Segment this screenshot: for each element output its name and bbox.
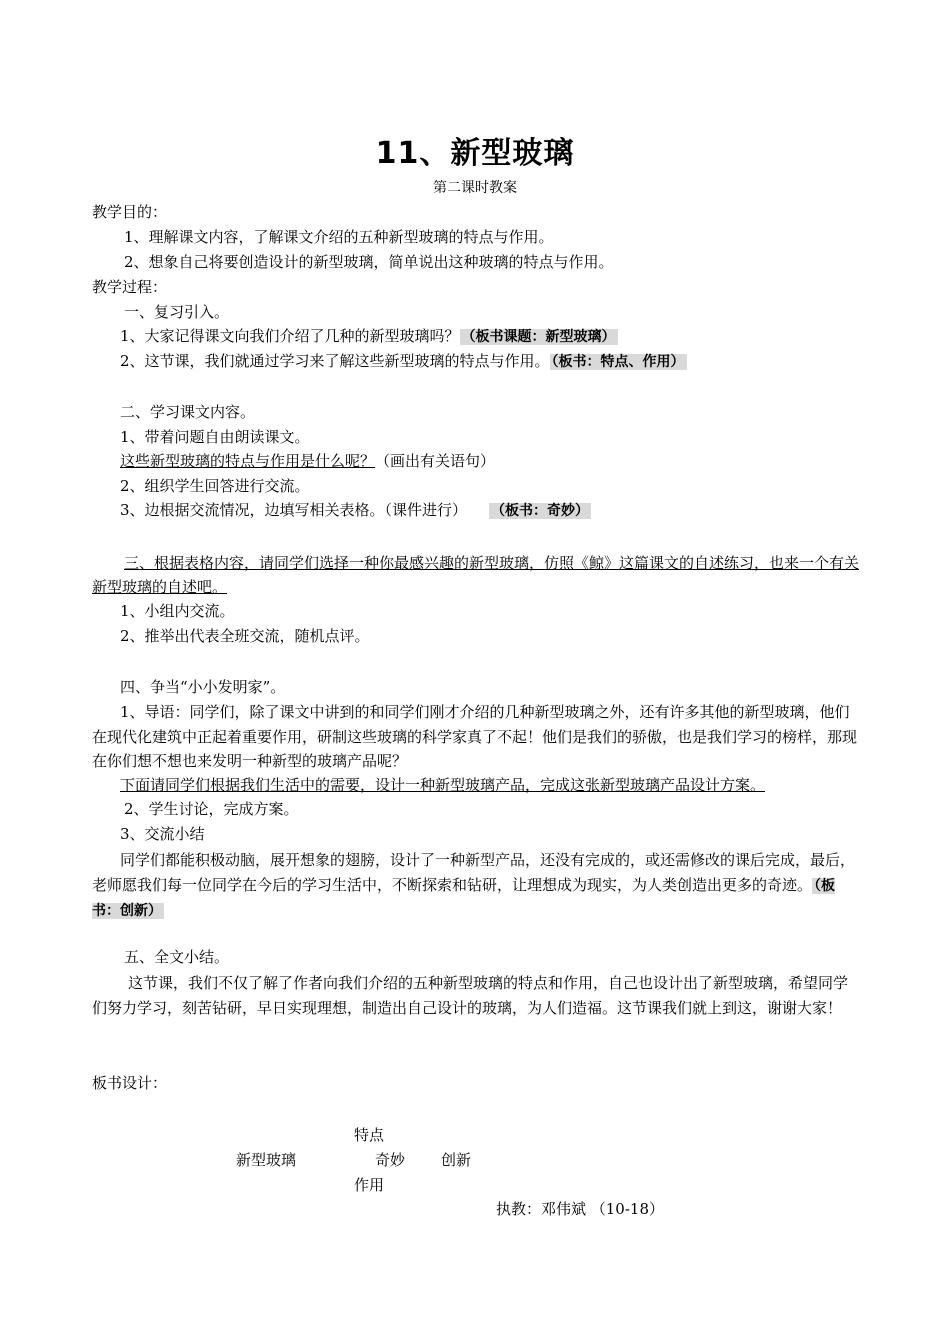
section-1-heading: 一、复习引入。 [124,303,230,321]
section-3-line-2: 2、推举出代表全班交流，随机点评。 [120,627,370,645]
board-note-wonder: （板书：奇妙） [491,503,590,519]
section-4-summary [92,848,862,924]
section-3-line-1: 1、小组内交流。 [120,602,235,620]
section-2-line-2: 2、组织学生回答进行交流。 [120,477,310,495]
goals-heading: 教学目的： [92,203,168,221]
section-4-task: 下面请同学们根据我们生活中的需要，设计一种新型玻璃产品，完成这张新型玻璃产品设计方案。 [120,776,766,794]
board-design-bottom: 作用 [354,1176,385,1194]
section-1-line-1-text: 1、大家记得课文向我们介绍了几种的新型玻璃吗？ [120,327,460,345]
board-note-features: （板书：特点、作用） [551,354,685,370]
section-5-text: 这节课，我们不仅了解了作者向我们介绍的五种新型玻璃的特点和作用，自己也设计出了新型玻璃，希望同学们努力学习，刻苦钻研，早日实现理想，制造出自己设计的玻璃，为人们造福。这节课我们就上到这，谢谢大家！ [92,974,849,1017]
page-subtitle: 第二课时教案 [433,180,517,196]
section-1-line-1 [120,326,618,347]
section-3-heading: 三、根据表格内容，请同学们选择一种你最感兴趣的新型玻璃，仿照《鲸》这篇课文的自述练习，也来一个有关新型玻璃的自述吧。 [92,554,860,596]
author-line: 执教：邓伟斌 （10-18） [496,1200,665,1218]
section-2-heading: 二、学习课文内容。 [120,403,256,421]
board-design-middle: 奇妙 [375,1151,406,1169]
section-1-line-2-text: 2、这节课，我们就通过学习来了解这些新型玻璃的特点与作用。 [120,352,550,370]
section-2-line-3-text: 3、边根据交流情况，边填写相关表格。（课件进行） [120,501,468,519]
section-2-question [120,451,495,471]
section-4-line-3: 3、交流小结 [120,825,205,843]
section-2-line-1: 1、带着问题自由朗读课文。 [120,428,310,446]
section-4-line-2: 2、学生讨论，完成方案。 [124,800,299,818]
board-note-innovation: （板书：创新） [92,877,836,919]
page-title: 11、新型玻璃 [375,136,575,171]
section-4-intro: 1、导语：同学们，除了课文中讲到的和同学们刚才介绍的几种新型玻璃之外，还有许多其他的新型玻璃，他们在现代化建筑中正起着重要作用，研制这些玻璃的科学家真了不起！他们是我们的骄傲，也是我们学习的榜样，那现在你们想不想也来发明一种新型的玻璃产品呢？ [92,703,858,770]
section-4-summary-text: 同学们都能积极动脑，展开想象的翅膀，设计了一种新型产品，还没有完成的，或还需修改的课后完成，最后，老师愿我们每一位同学在今后的学习生活中，不断探索和钻研，让理想成为现实，为人类创造出更多的奇迹。 [92,851,856,894]
board-design-top: 特点 [354,1126,385,1144]
section-5-heading: 五、全文小结。 [124,948,230,966]
section-2-question-note: （画出有关语句） [375,452,496,470]
process-heading: 教学过程： [92,278,168,296]
board-design-center: 新型玻璃 [236,1151,297,1169]
section-4-heading: 四、争当“小小发明家”。 [120,678,286,696]
section-2-question-text: 这些新型玻璃的特点与作用是什么呢？ [120,452,376,470]
board-design-heading: 板书设计： [92,1074,168,1092]
board-note-title: （板书课题：新型玻璃） [461,329,616,345]
goal-item-2: 2、想象自己将要创造设计的新型玻璃，简单说出这种玻璃的特点与作用。 [124,253,614,271]
board-design-right: 创新 [441,1151,472,1169]
section-2-line-3 [120,500,591,521]
goal-item-1: 1、理解课文内容，了解课文介绍的五种新型玻璃的特点与作用。 [124,228,554,246]
section-1-line-2 [120,351,687,372]
